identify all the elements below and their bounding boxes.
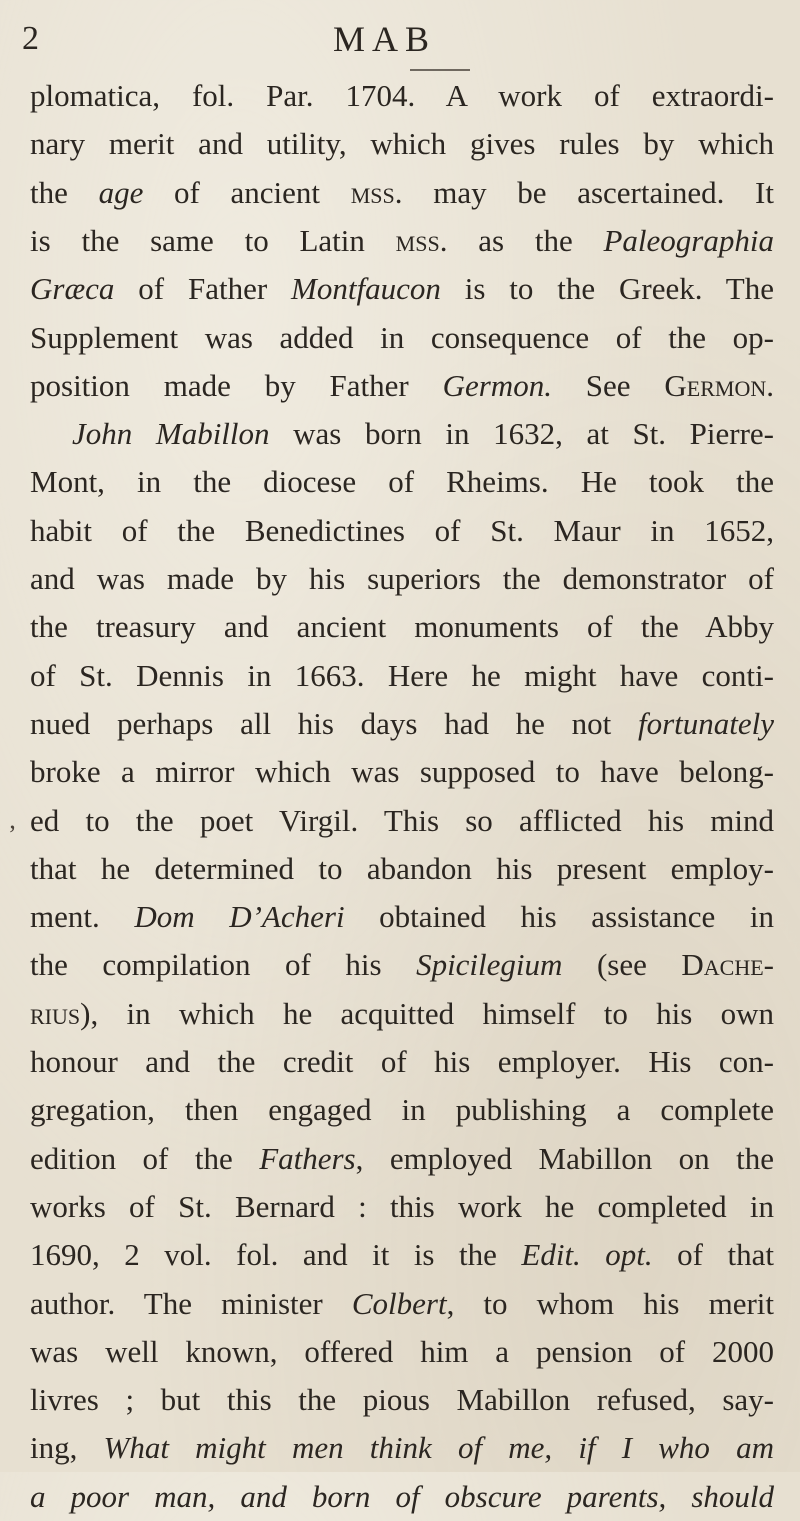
italic-text: What might men think of me, if I who am: [103, 1430, 774, 1466]
text-run: , to whom his merit: [446, 1285, 774, 1321]
text-line: [30, 1183, 774, 1231]
text-run: is the same to Latin: [30, 222, 396, 258]
text-line: [30, 555, 774, 603]
text-run: Supplement was added in consequence of the op-: [30, 319, 774, 355]
text-run: of St. Dennis in 1663. Here he might have conti-: [30, 657, 774, 693]
text-line: [30, 1424, 774, 1472]
text-line: [72, 410, 774, 458]
text-line: [30, 603, 774, 651]
italic-text: a poor man, and born of obscure parents, should: [30, 1478, 774, 1514]
small-caps-text: rius: [30, 995, 81, 1031]
text-line: [30, 652, 774, 700]
text-line: [30, 1135, 774, 1183]
text-line: [30, 1473, 774, 1521]
text-line: [30, 169, 774, 217]
text-line: [30, 1231, 774, 1279]
italic-text: Edit. opt.: [521, 1237, 653, 1273]
text-run: as the: [447, 222, 604, 258]
text-run: of ancient: [143, 174, 351, 210]
text-run: livres ; but this the pious Mabillon refused, say-: [30, 1382, 774, 1418]
text-run: nued perhaps all his days had he not: [30, 705, 638, 741]
text-run: was born in 1632, at St. Pierre-: [269, 416, 774, 452]
text-line: [30, 458, 774, 506]
text-line: [30, 507, 774, 555]
small-caps-text: mss.: [395, 222, 448, 258]
italic-text: Græca: [30, 271, 115, 307]
text-line: [30, 748, 774, 796]
text-run: author. The minister: [30, 1285, 352, 1321]
text-line: [30, 314, 774, 362]
text-run: the compilation of his: [30, 947, 417, 983]
text-line: [30, 797, 774, 845]
text-line: [30, 120, 774, 168]
text-line: [30, 362, 774, 410]
text-run: See: [551, 367, 665, 403]
text-run: gregation, then engaged in publishing a complete: [30, 1092, 774, 1128]
text-line: [30, 893, 774, 941]
text-line: [30, 1038, 774, 1086]
text-run: 1690, 2 vol. fol. and it is the: [30, 1237, 522, 1273]
text-run: nary merit and utility, which gives rules by which: [30, 126, 774, 162]
italic-text: fortunately: [637, 705, 774, 741]
page-header: [0, 18, 800, 66]
text-line: [30, 990, 774, 1038]
italic-text: Paleographia: [603, 222, 774, 258]
text-line: [30, 265, 774, 313]
text-run: (see: [562, 947, 682, 983]
text-run: Mont, in the diocese of Rheims. He took the: [30, 464, 774, 500]
small-caps-text: Germon.: [664, 367, 774, 403]
text-run: plomatica, fol. Par. 1704. A work of extraordi-: [30, 78, 774, 113]
text-run: may be ascertained. It: [402, 174, 774, 210]
text-run: edition of the: [30, 1140, 260, 1176]
small-caps-text: mss.: [350, 174, 403, 210]
text-run: obtained his assistance in: [344, 899, 774, 935]
italic-text: Germon.: [442, 367, 552, 403]
italic-text: Dom D’Acheri: [134, 899, 345, 935]
text-line: [30, 941, 774, 989]
text-line: [30, 1376, 774, 1424]
header-rule: [410, 69, 470, 71]
text-run: the: [30, 174, 99, 210]
text-run: broke a mirror which was supposed to have belong-: [30, 754, 774, 790]
running-head: MAB: [333, 19, 437, 59]
text-run: position made by Father: [30, 367, 443, 403]
italic-text: age: [98, 174, 144, 210]
text-run: is to the Greek. The: [440, 271, 774, 307]
italic-text: John Mabillon: [72, 416, 270, 452]
text-run: and was made by his superiors the demonstrator of: [30, 561, 774, 596]
text-run: habit of the Benedictines of St. Maur in 1652,: [30, 512, 774, 548]
small-caps-text: Dache-: [681, 947, 774, 983]
margin-mark: ’: [8, 820, 17, 849]
text-line: [30, 700, 774, 748]
text-line: [30, 217, 774, 265]
text-run: of Father: [114, 271, 292, 307]
text-run: honour and the credit of his employer. His con-: [30, 1044, 774, 1079]
italic-text: Fathers: [259, 1140, 356, 1176]
text-line: [30, 1280, 774, 1328]
italic-text: Spicilegium: [416, 947, 563, 983]
text-run: ), in which he acquitted himself to his own: [80, 995, 774, 1031]
italic-text: Montfaucon: [291, 271, 441, 307]
text-run: was well known, offered him a pension of 2000: [30, 1333, 774, 1369]
page-number: 2: [22, 20, 39, 57]
text-line: [30, 1328, 774, 1376]
text-line: [30, 72, 774, 120]
text-run: of that: [652, 1237, 774, 1273]
text-run: ment.: [30, 899, 135, 935]
text-run: ed to the poet Virgil. This so afflicted his mind: [30, 802, 774, 838]
text-line: [30, 845, 774, 893]
text-run: the treasury and ancient monuments of the Abby: [30, 609, 774, 645]
text-run: that he determined to abandon his present employ-: [30, 850, 774, 886]
text-run: works of St. Bernard : this work he completed in: [30, 1188, 774, 1224]
text-run: ing,: [30, 1430, 104, 1466]
text-line: [30, 1086, 774, 1134]
italic-text: Colbert: [351, 1285, 447, 1321]
text-run: , employed Mabillon on the: [355, 1140, 775, 1176]
